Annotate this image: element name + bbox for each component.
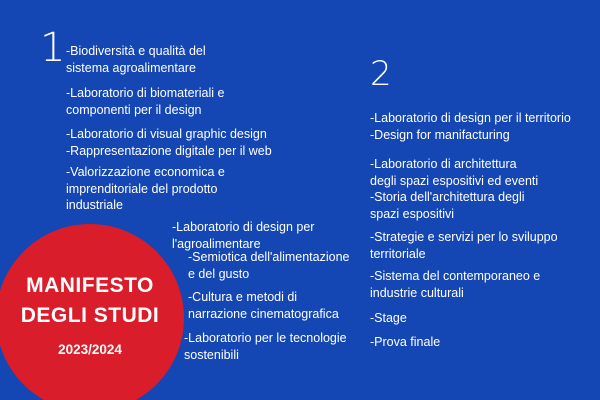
course-item: -Laboratorio di design per l'agroalimentare [172,220,315,251]
course-item: -Valorizzazione economica e imprenditoriale del prodotto industriale [66,165,225,212]
course-item: -Cultura e metodi di narrazione cinematografica [188,290,339,321]
badge-year: 2023/2024 [58,342,122,357]
course-item: -Laboratorio di visual graphic design -Rappresentazione digitale per il web [66,127,272,158]
year-one-number: 1 [40,25,66,71]
course-item: -Sistema del contemporaneo e industrie culturali [370,269,541,300]
course-item: -Biodiversità e qualità del sistema agroalimentare [66,44,206,75]
badge-title-line1: MANIFESTO [26,274,154,297]
badge-title-line2: DEGLI STUDI [20,304,160,327]
course-item: -Semiotica dell'alimentazione e del gusto [188,250,350,281]
course-item: -Stage [370,311,407,325]
course-item: -Laboratorio di biomateriali e componenti per il design [66,86,225,117]
manifesto-badge [0,224,184,400]
course-item: -Laboratorio per le tecnologie sostenibili [184,331,347,362]
course-item: -Prova finale [370,335,441,349]
course-item: -Laboratorio di design per il territorio -Design for manifacturing [370,111,571,142]
year-two-number: 2 [370,54,392,94]
course-item: -Strategie e servizi per lo sviluppo territoriale [370,230,558,261]
course-item: -Laboratorio di architettura degli spazi espositivi ed eventi -Storia dell'architettura degli spazi espositivi [370,157,539,221]
